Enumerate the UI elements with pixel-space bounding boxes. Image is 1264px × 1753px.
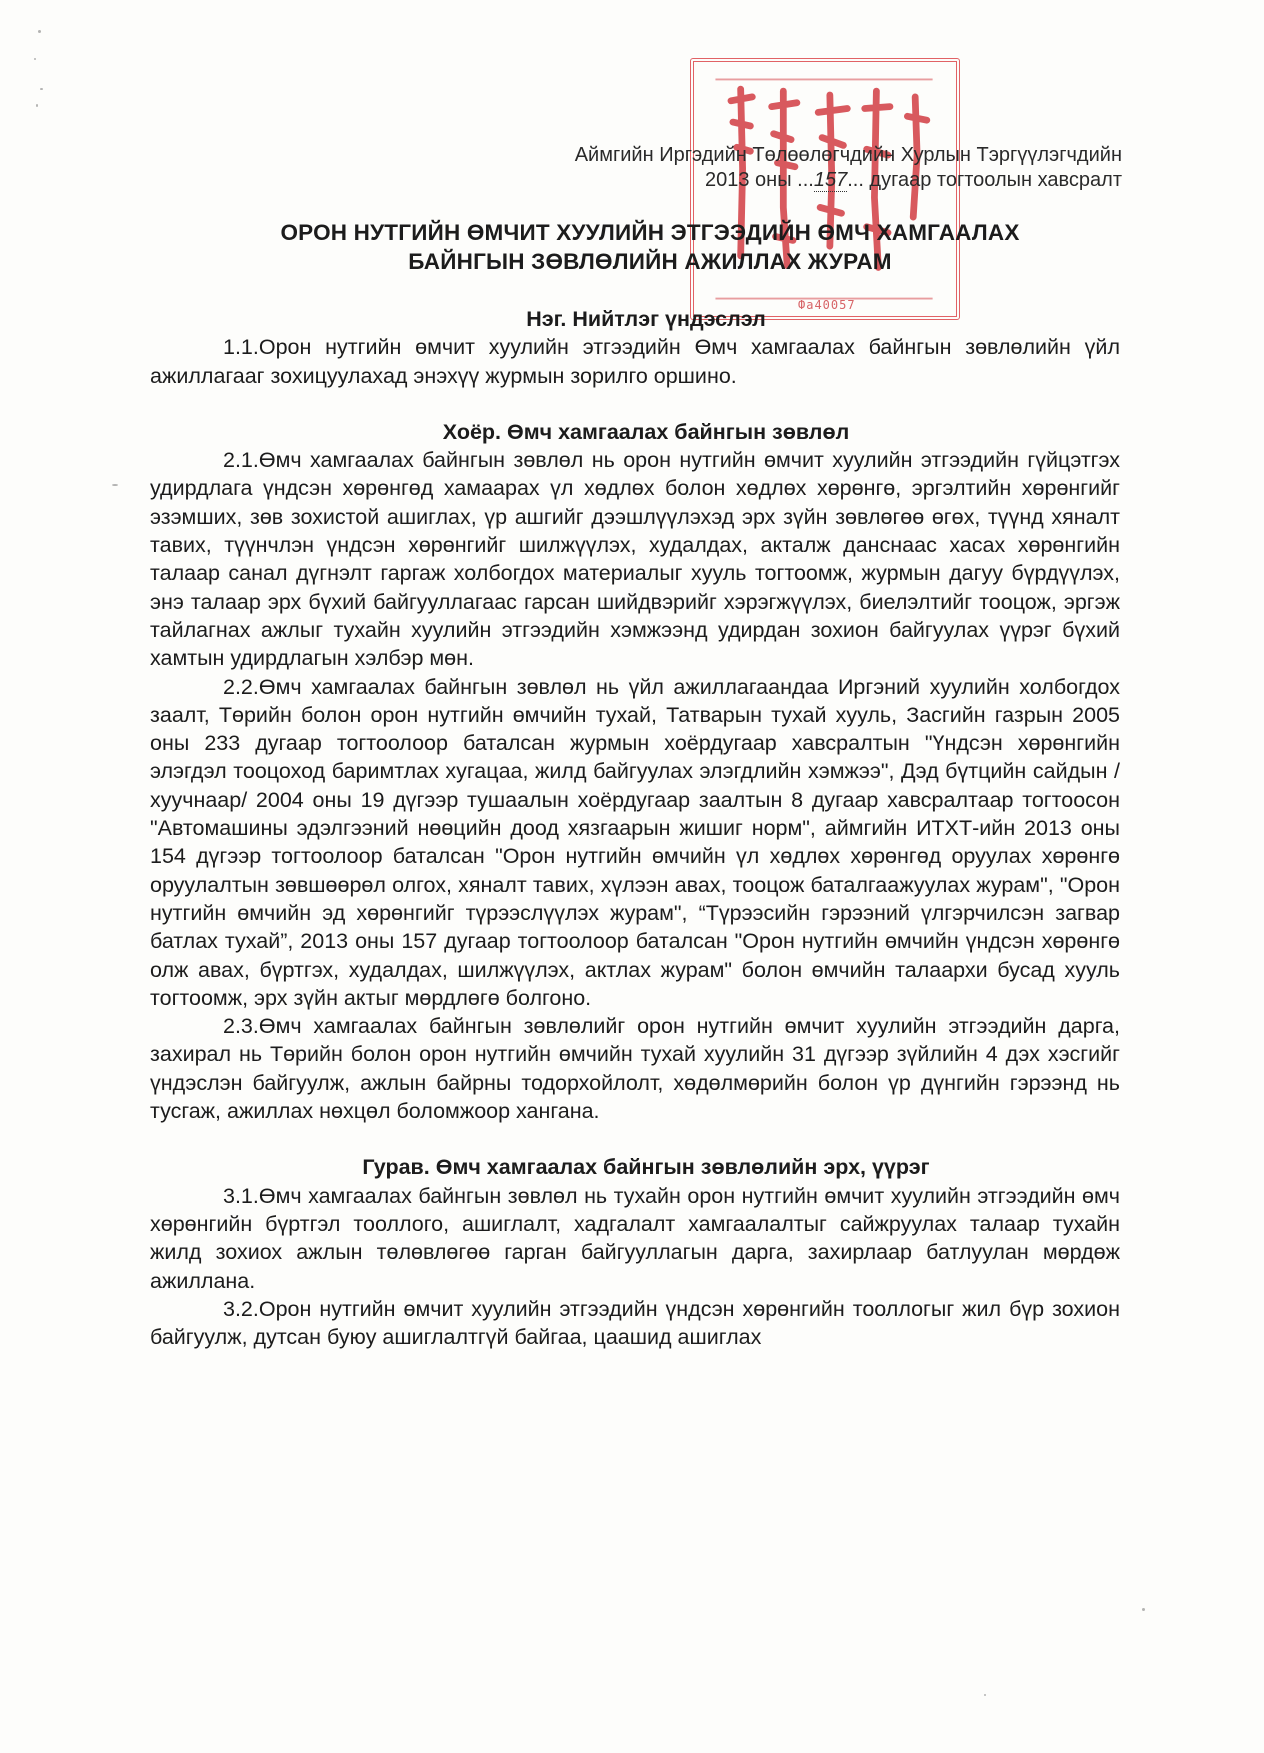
section-heading-1: Нэг. Нийтлэг үндэслэл xyxy=(526,307,766,331)
annex-suffix: ... дугаар тогтоолын хавсралт xyxy=(847,169,1122,191)
paragraph-3-1: 3.1.Өмч хамгаалах байнгын зөвлөл нь тухайн орон нутгийн өмчит хуулийн этгээдийн өмч хөрөнгийн бүртгэл тооллого, ашиглалт, хадгалалт хамгаалалтыг сайжруулах талаар тухайн жилд зохиох ажлын төлөвлөгөө гарган байгууллагын дарга, захирлаар батлуулан мөрдөж ажиллана. xyxy=(150,1183,1120,1293)
annex-prefix: 2013 оны ... xyxy=(705,169,814,191)
annex-line-2 xyxy=(575,168,1122,193)
document-body xyxy=(150,305,1120,1351)
paragraph-3-2: 3.2.Орон нутгийн өмчит хуулийн этгээдийн үндсэн хөрөнгийн тооллогыг жил бүр зохион байгуулж, дутсан буюу ашиглалтгүй байгаа, цаашид ашиглах xyxy=(150,1296,1120,1350)
title-line-2: БАЙНГЫН ЗӨВЛӨЛИЙН АЖИЛЛАХ ЖУРАМ xyxy=(408,249,892,274)
document-title xyxy=(150,218,1150,276)
paragraph-2-3: 2.3.Өмч хамгаалах байнгын зөвлөлийг орон нутгийн өмчит хуулийн этгээдийн дарга, захирал нь Төрийн болон орон нутгийн өмчийн тухай хуулийн 31 дүгээр зүйлийн 4 дэх хэсгийг үндэслэн байгуулж, ажлын байрны тодорхойлолт, хөдөлмөрийн болон үр дүнгийн гэрээнд нь тусгаж, ажиллах нөхцөл боломжоор хангана. xyxy=(150,1014,1120,1124)
annex-reference xyxy=(575,143,1122,193)
section-heading-2: Хоёр. Өмч хамгаалах байнгын зөвлөл xyxy=(442,419,850,444)
paragraph-2-2: 2.2.Өмч хамгаалах байнгын зөвлөл нь үйл ажиллагаандаа Иргэний хуулийн холбогдох заалт, Төрийн болон орон нутгийн өмчийн тухай, Татварын тухай хууль, Засгийн газрын 2005 оны 233 дугаар тогтоолоор баталсан журмын хоёрдугаар хавсралтын "Үндсэн хөрөнгийн элэгдэл тооцоход баримтлах хугацаа, жилд байгуулах элэгдлийн хэмжээ", Дэд бүтцийн сайдын /хуучнаар/ 2004 оны 19 дүгээр тушаалын хоёрдугаар заалтын 8 дугаар хавсралтаар тогтоосон "Автомашины эдэлгээний нөөцийн доод хязгаарын жишиг норм", аймгийн ИТХТ-ийн 2013 оны 154 дүгээр тогтоолоор баталсан "Орон нутгийн өмчийн үл хөдлөх хөрөнгөд оруулах хөрөнгө оруулалтын зөвшөөрөл олгох, хяналт тавих, хүлээн авах, тооцож баталгаажуулах журам", "Орон нутгийн өмчийн эд хөрөнгийг түрээслүүлэх журам", “Түрээсийн гэрээний үлгэрчилсэн загвар батлах тухай”, 2013 оны 157 дугаар тогтоолоор баталсан "Орон нутгийн өмчийн үндсэн хөрөнгө олж авах, бүртгэх, худалдах, шилжүүлэх, актлах журам" болон өмчийн талаархи бусад хууль тогтоомж, эрх зүйн актыг мөрдлөгө болгоно. xyxy=(150,674,1120,1010)
title-line-1: ОРОН НУТГИЙН ӨМЧИТ ХУУЛИЙН ЭТГЭЭДИЙН ӨМЧ ХАМГААЛАХ xyxy=(280,220,1020,245)
annex-line-1: Аймгийн Иргэдийн Төлөөлөгчдийн Хурлын Тэргүүлэгчдийн xyxy=(574,144,1122,166)
paragraph-1-1: 1.1.Орон нутгийн өмчит хуулийн этгээдийн Өмч хамгаалах байнгын зөвлөлийн үйл ажиллагааг зохицуулахад энэхүү журмын зорилго оршино. xyxy=(150,335,1120,388)
resolution-number: 157 xyxy=(813,169,848,191)
section-heading-3: Гурав. Өмч хамгаалах байнгын зөвлөлийн эрх, үүрэг xyxy=(362,1155,930,1180)
stamp-number: Фа40057 xyxy=(798,298,856,312)
paragraph-2-1: 2.1.Өмч хамгаалах байнгын зөвлөл нь орон нутгийн өмчит хуулийн этгээдийн гүйцэтгэх удирдлага үндсэн хөрөнгөд хамаарах үл хөдлөх болон хөдлөх хөрөнгө, эргэлтийн хөрөнгийг эзэмших, зөв зохистой ашиглах, үр ашгийг дээшлүүлэхэд эрх зүйн зөвлөгөө өгөх, түүнд хяналт тавих, түүнчлэн үндсэн хөрөнгийг шилжүүлэх, худалдах, акталж данснаас хасах хөрөнгийн талаар санал дүгнэлт гаргаж холбогдох материалыг хууль тогтоомж, журмын дагуу бүрдүүлэх, энэ талаар эрх бүхий байгууллагаас гарсан шийдвэрийг хэрэгжүүлэх, биелэлтийг тооцож, эргэж тайлагнах ажлыг тухайн хуулийн этгээдийн хэмжээнд удирдан зохион байгуулах үүрэг бүхий хамтын удирдлагын хэлбэр мөн. xyxy=(150,448,1120,671)
